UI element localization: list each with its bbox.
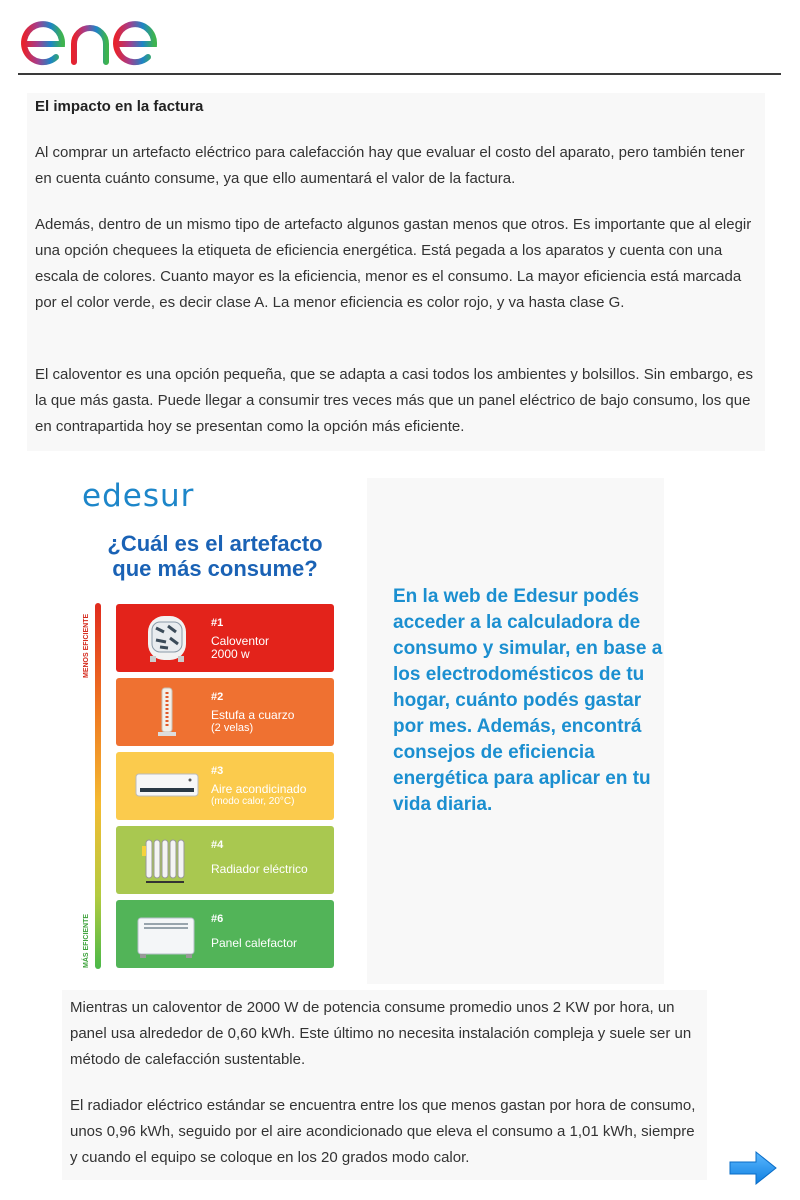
appliance-item-caloventor (116, 604, 334, 672)
appliance-detail: (2 velas) (211, 722, 254, 734)
appliance-name: Panel calefactor (211, 936, 298, 950)
appliance-detail: (modo calor, 20°C) (211, 796, 295, 807)
article-paragraph-1: Al comprar un artefacto eléctrico para calefacción hay que evaluar el costo del aparato, pero también tener en cuenta cuánto consume, ya que ello aumentará el valor de la factura. (35, 144, 745, 187)
appliance-item-aire-acondicionado (116, 752, 334, 820)
appliance-rank: #6 (211, 913, 224, 925)
edesur-logo: edesur (82, 478, 195, 514)
air-conditioner-icon (134, 760, 200, 812)
efficiency-scale-bar (95, 603, 101, 969)
arrow-right-icon[interactable] (728, 1150, 778, 1186)
appliance-name: Caloventor (211, 634, 270, 648)
callout-text: En la web de Edesur podés acceder a la calculadora de consumo y simular, en base a los electrodomésticos de tu hogar, cuánto podés gastar por mes. Además, encontrá consejos de eficiencia energética para aplicar en tu vida diaria. (393, 586, 663, 815)
infographic-title-line-1: ¿Cuál es el artefacto (107, 531, 323, 556)
appliance-detail: 2000 w (211, 647, 250, 661)
infographic-title (64, 531, 366, 581)
appliance-item-estufa-cuarzo (116, 678, 334, 746)
appliance-item-radiador (116, 826, 334, 894)
article-section-2 (62, 990, 707, 1180)
edesur-callout (367, 478, 664, 984)
enel-logo[interactable] (18, 4, 183, 68)
article-paragraph-2: Además, dentro de un mismo tipo de artefacto algunos gastan menos que otros. Es importante que al elegir una opción chequees la etiqueta de eficiencia energética. Está pegada a los aparatos y cuenta con una escala de colores. Cuanto mayor es la eficiencia, menor es el consumo. La mayor eficiencia está marcada por el color verde, es decir clase A. La menor eficiencia es color rojo, y va hasta clase G. (35, 216, 752, 311)
scale-label-less-efficient: MENOS EFICIENTE (83, 613, 90, 678)
scale-label-more-efficient: MÁS EFICIENTE (83, 913, 90, 968)
appliance-name: Radiador eléctrico (211, 862, 308, 876)
appliance-item-panel-calefactor (116, 900, 334, 968)
oil-radiator-icon (134, 834, 200, 886)
appliance-name: Aire acondicinado (211, 782, 307, 796)
appliance-name: Estufa a cuarzo (211, 708, 295, 722)
appliance-rank: #2 (211, 691, 224, 703)
appliance-rank: #1 (211, 617, 224, 629)
header (0, 0, 800, 76)
fan-heater-icon (134, 612, 200, 664)
appliance-rank: #4 (211, 839, 224, 851)
article-paragraph-3: El caloventor es una opción pequeña, que se adapta a casi todos los ambientes y bolsillos. Sin embargo, es la que más gasta. Puede llegar a consumir tres veces más que un panel eléctrico de bajo consumo, los que en contrapartida hoy se presentan como la opción más eficiente. (35, 366, 753, 435)
article2-paragraph-1: Mientras un caloventor de 2000 W de potencia consume promedio unos 2 KW por hora, un panel usa alrededor de 0,60 kWh. Este último no necesita instalación compleja y suele ser un método de calefacción sustentable. (70, 999, 692, 1068)
article-heading: El impacto en la factura (35, 98, 204, 115)
edesur-infographic (64, 478, 366, 984)
quartz-heater-icon (134, 686, 200, 738)
article-section (27, 93, 765, 451)
panel-heater-icon (134, 908, 200, 960)
header-divider (18, 73, 781, 75)
appliance-rank: #3 (211, 765, 224, 777)
infographic-title-line-2: que más consume? (112, 556, 318, 581)
article2-paragraph-2: El radiador eléctrico estándar se encuentra entre los que menos gastan por hora de consumo, unos 0,96 kWh, seguido por el aire acondicionado que eleva el consumo a 1,01 kWh, siempre y cuando el equipo se coloque en los 20 grados modo calor. (70, 1097, 696, 1166)
